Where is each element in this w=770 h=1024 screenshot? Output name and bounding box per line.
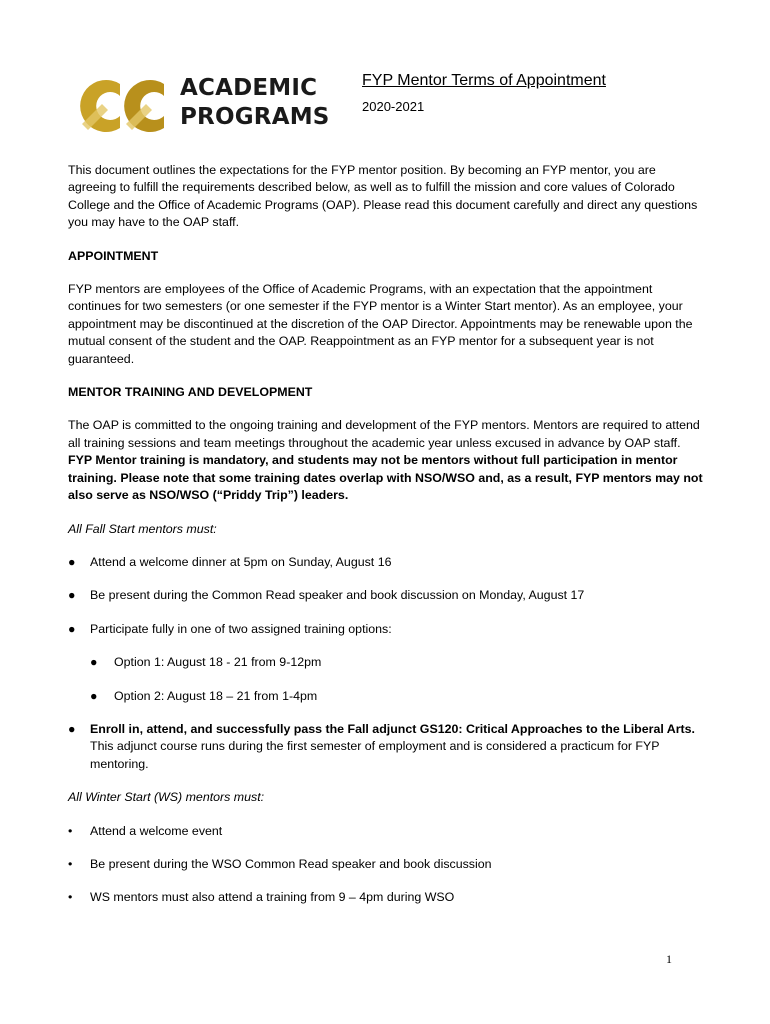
- logo-line-2: PROGRAMS: [180, 104, 330, 130]
- list-item-emphasis: Enroll in, attend, and successfully pass the Fall adjunct GS120: Critical Approaches to the Liberal Arts.: [90, 721, 695, 736]
- bullet-icon: ●: [68, 621, 76, 636]
- page-number: 1: [666, 952, 672, 966]
- list-item-text: Be present during the Common Read speaker and book discussion on Monday, August 17: [90, 588, 585, 603]
- fall-requirements-list: [68, 554, 704, 638]
- winter-intro: All Winter Start (WS) mentors must:: [68, 790, 265, 805]
- list-item-text: Participate fully in one of two assigned training options:: [90, 621, 392, 636]
- bullet-icon: •: [68, 890, 73, 905]
- list-item: [90, 654, 704, 671]
- winter-requirements-list: [68, 823, 704, 907]
- list-item: [68, 554, 704, 571]
- list-item-text: Option 1: August 18 - 21 from 9-12pm: [114, 655, 322, 670]
- bullet-icon: ●: [90, 655, 98, 670]
- fall-requirements-list-continued: [68, 721, 704, 773]
- bullet-icon: •: [68, 856, 73, 871]
- document-body: [68, 162, 704, 923]
- bullet-icon: ●: [68, 588, 76, 603]
- appointment-heading: APPOINTMENT: [68, 248, 159, 263]
- list-item: [68, 823, 704, 840]
- list-item-text: Attend a welcome dinner at 5pm on Sunday, August 16: [90, 554, 392, 569]
- list-item: [68, 889, 704, 906]
- bullet-icon: ●: [90, 688, 98, 703]
- list-item: [68, 587, 704, 604]
- list-item-text: This adjunct course runs during the first semester of employment and is considered a practicum for FYP mentoring.: [90, 739, 660, 771]
- appointment-paragraph: FYP mentors are employees of the Office of Academic Programs, with an expectation that the appointment continues for two semesters (or one semester if the FYP mentor is a Winter Start mentor). As an employee, your appointment may be discontinued at the discretion of the OAP Director. Appointments may be renewable upon the mutual consent of the student and the OAP. Reappointment as an FYP mentor for a subsequent year is not guaranteed.: [68, 282, 693, 366]
- header: [70, 68, 710, 138]
- logo-text: [180, 74, 330, 132]
- list-item: [90, 688, 704, 705]
- title-block: [362, 70, 606, 116]
- training-text: The OAP is committed to the ongoing training and development of the FYP mentors. Mentors are required to attend all training sessions and team meetings throughout the academic year unless excused in advance by OAP staff.: [68, 418, 700, 450]
- academic-programs-logo: [70, 68, 330, 138]
- list-item: [68, 621, 704, 638]
- cc-logo-mark-icon: [72, 74, 172, 138]
- intro-paragraph: This document outlines the expectations for the FYP mentor position. By becoming an FYP mentor, you are agreeing to fulfill the requirements described below, as well as to fulfill the mission and core values of Colorado College and the Office of Academic Programs (OAP). Please read this document carefully and direct any questions you may have to the OAP staff.: [68, 163, 698, 230]
- bullet-icon: ●: [68, 721, 76, 736]
- training-heading: MENTOR TRAINING AND DEVELOPMENT: [68, 385, 313, 400]
- list-item-text: Be present during the WSO Common Read speaker and book discussion: [90, 856, 492, 871]
- document-year: 2020-2021: [362, 99, 425, 114]
- document-title: FYP Mentor Terms of Appointment: [362, 72, 606, 89]
- list-item: [68, 721, 704, 773]
- training-paragraph: [68, 417, 704, 504]
- list-item-text: Attend a welcome event: [90, 823, 223, 838]
- bullet-icon: ●: [68, 554, 76, 569]
- bullet-icon: •: [68, 823, 73, 838]
- list-item-text: WS mentors must also attend a training from 9 – 4pm during WSO: [90, 890, 455, 905]
- list-item: [68, 856, 704, 873]
- training-options-list: [90, 654, 704, 705]
- logo-line-1: ACADEMIC: [180, 75, 318, 101]
- fall-intro: All Fall Start mentors must:: [68, 521, 217, 536]
- training-emphasis: FYP Mentor training is mandatory, and students may not be mentors without full participation in mentor training. Please note that some training dates overlap with NSO/WSO and, as a result, FYP mentors may not also serve as NSO/WSO (“Priddy Trip”) leaders.: [68, 453, 703, 503]
- list-item-text: Option 2: August 18 – 21 from 1-4pm: [114, 688, 318, 703]
